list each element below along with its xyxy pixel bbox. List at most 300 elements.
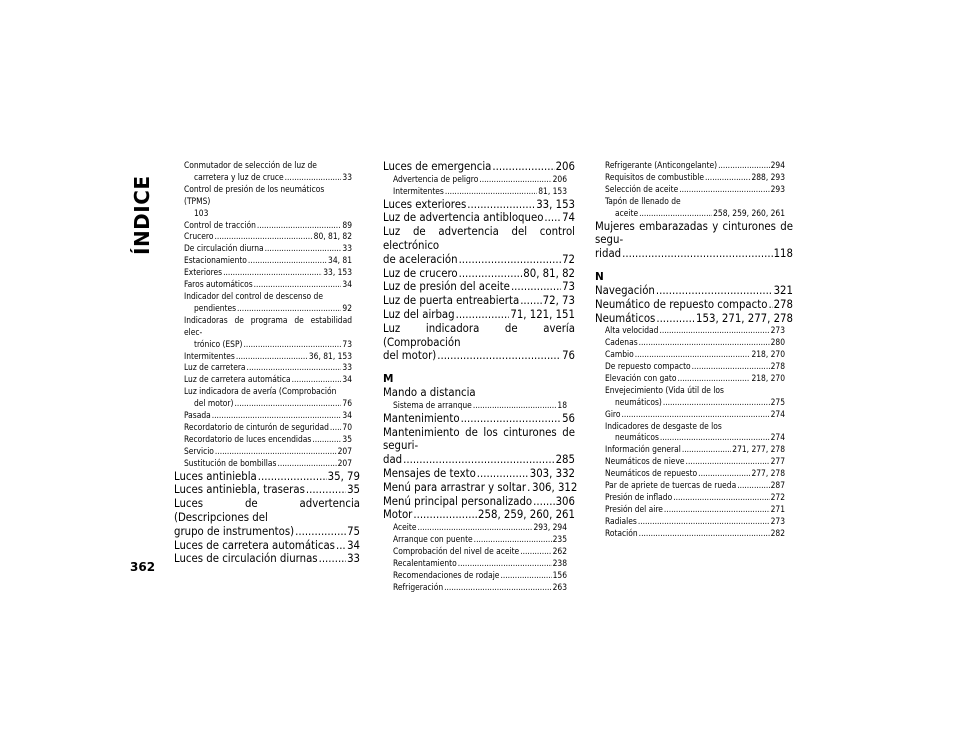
index-page-ref: 34, 81 — [328, 255, 352, 266]
index-term: Luz de carretera automática — [184, 374, 291, 385]
index-leader-dots — [212, 410, 342, 422]
index-entry — [595, 409, 793, 421]
index-leader-dots — [285, 172, 342, 184]
index-leader-dots — [243, 339, 341, 351]
index-leader-dots — [330, 422, 342, 434]
index-term: Cambio — [605, 349, 634, 360]
index-entry — [383, 267, 575, 281]
index-page-ref: 70 — [342, 421, 352, 432]
index-page-ref: 34 — [347, 538, 360, 552]
index-entry — [383, 412, 575, 426]
index-leader-dots — [248, 255, 327, 267]
index-leader-dots — [660, 432, 770, 444]
index-leader-dots — [234, 398, 341, 410]
index-entry-line: Luz indicadora de avería (Comprobación — [184, 386, 337, 397]
index-entry — [174, 410, 360, 422]
index-leader-dots — [223, 267, 322, 279]
index-entry — [595, 172, 793, 184]
index-term: neumáticos — [615, 432, 659, 443]
index-term: Faros automáticos — [184, 279, 253, 290]
index-page-ref: 33 — [342, 171, 352, 182]
index-leader-dots — [639, 208, 712, 220]
index-entry — [174, 374, 360, 386]
index-entry — [595, 516, 793, 528]
index-page-ref: 294 — [770, 160, 785, 170]
index-leader-dots — [467, 198, 535, 212]
index-leader-dots — [237, 303, 341, 315]
index-leader-dots — [492, 160, 554, 174]
index-page-ref: 218, 270 — [751, 349, 785, 360]
index-leader-dots — [638, 516, 770, 528]
index-leader-dots — [663, 397, 770, 409]
index-page-ref: 89 — [342, 219, 352, 230]
index-leader-dots — [413, 508, 477, 522]
index-entry — [383, 495, 575, 509]
index-page-ref: 273 — [770, 325, 785, 336]
index-term: Luces antiniebla — [174, 469, 257, 483]
index-entry — [595, 373, 793, 385]
index-entry-line: Indicador del control de descenso de — [184, 290, 323, 301]
index-entry-line: Indicadores de desgaste de los — [605, 420, 722, 431]
index-entry — [174, 279, 360, 291]
index-leader-dots — [639, 337, 770, 349]
index-page-ref: 278 — [773, 297, 793, 311]
index-term: del motor) — [194, 398, 234, 409]
index-leader-dots — [444, 582, 552, 594]
index-page-ref: 74 — [562, 211, 575, 225]
index-term: aceite — [615, 207, 639, 218]
index-leader-dots — [656, 284, 773, 298]
index-page-ref: 306 — [555, 494, 575, 508]
index-term: Mensajes de texto — [383, 467, 476, 481]
index-entry — [383, 508, 575, 522]
index-leader-dots — [254, 279, 342, 291]
index-entry — [174, 220, 360, 232]
index-term: Presión del aire — [605, 503, 663, 514]
index-page-ref: 271 — [770, 503, 785, 514]
index-term: Advertencia de peligro — [393, 173, 479, 184]
index-leader-dots — [664, 504, 770, 516]
index-page-ref: 73 — [342, 338, 352, 349]
index-entry — [595, 208, 793, 220]
index-page-ref: 92 — [342, 302, 352, 313]
index-leader-dots — [718, 160, 770, 172]
index-leader-dots — [622, 247, 772, 261]
index-leader-dots — [417, 522, 532, 534]
index-entry — [383, 582, 575, 594]
index-term: Luz de carretera — [184, 362, 246, 373]
index-entry — [383, 534, 575, 546]
index-letter-heading: N — [595, 270, 604, 283]
index-entry — [595, 247, 793, 261]
index-leader-dots — [265, 243, 342, 255]
index-page-ref: 34 — [342, 374, 352, 385]
index-page-ref: 282 — [770, 527, 785, 538]
index-leader-dots — [705, 172, 750, 184]
index-page-ref: 238 — [552, 557, 567, 568]
index-page-ref: 278 — [770, 361, 785, 372]
index-entry — [595, 298, 793, 312]
index-entry — [595, 492, 793, 504]
index-term: Control de tracción — [184, 219, 256, 230]
index-leader-dots — [474, 534, 552, 546]
index-leader-dots — [292, 374, 342, 386]
index-entry: Mando a distancia — [383, 386, 476, 400]
index-entry — [383, 294, 575, 308]
index-term: Radiales — [605, 515, 637, 526]
index-page-ref: 36, 81, 153 — [308, 350, 352, 361]
index-term: Par de apriete de tuercas de rueda — [605, 480, 737, 491]
index-entry — [383, 480, 578, 495]
index-page-ref: 35, 79 — [327, 469, 360, 483]
index-entry — [383, 349, 575, 363]
index-page-ref: 207 — [337, 445, 352, 456]
index-entry — [174, 398, 360, 410]
index-entry-line: Envejecimiento (Vida útil de los — [605, 384, 724, 395]
index-entry — [595, 468, 793, 480]
index-leader-dots — [458, 558, 552, 570]
index-leader-dots — [686, 456, 770, 468]
index-page-ref: 103 — [194, 207, 209, 218]
index-page-ref: 272 — [770, 492, 785, 502]
index-entry — [595, 504, 793, 516]
index-entry — [595, 397, 793, 409]
index-term: Servicio — [184, 445, 214, 456]
index-leader-dots — [477, 467, 529, 481]
index-page-ref: 35 — [342, 433, 352, 444]
index-entry — [595, 325, 793, 337]
index-page-ref: 76 — [342, 398, 352, 409]
index-entry — [174, 184, 360, 220]
index-entry — [595, 361, 793, 373]
index-page-ref: 321 — [773, 283, 793, 297]
index-term: Exteriores — [184, 267, 223, 278]
index-page-ref: 72 — [562, 252, 575, 266]
index-entry-line: Mantenimiento de los cinturones de seguri- — [383, 425, 575, 453]
index-page-ref: 35 — [347, 483, 360, 497]
index-term: Estacionamiento — [184, 255, 247, 266]
index-entry — [595, 432, 793, 444]
index-leader-dots — [544, 211, 561, 225]
index-term: Sistema de arranque — [393, 399, 472, 410]
index-leader-dots — [236, 351, 308, 363]
index-page-ref: 33 — [342, 243, 352, 254]
index-leader-dots — [737, 480, 769, 492]
index-term: Intermitentes — [393, 185, 444, 196]
index-term: Requisitos de combustible — [605, 171, 705, 182]
index-term: Mantenimiento — [383, 411, 460, 425]
index-term: Intermitentes — [184, 350, 235, 361]
index-term: Motor — [383, 508, 413, 522]
index-page-ref: 18 — [557, 399, 567, 410]
index-page-ref: 80, 81, 82 — [313, 231, 352, 242]
section-title: ÍNDICE — [130, 175, 154, 255]
index-leader-dots — [656, 312, 695, 326]
index-entry-line: Tapón de llenado de — [605, 195, 681, 206]
index-term: Información general — [605, 444, 681, 455]
index-term: Recordatorio de luces encendidas — [184, 433, 312, 444]
index-term: Comprobación del nivel de aceite — [393, 546, 520, 557]
index-entry — [383, 253, 575, 267]
index-leader-dots — [306, 483, 346, 497]
index-entry — [595, 456, 793, 468]
index-term: Sustitución de bombillas — [184, 457, 277, 468]
index-entry — [174, 243, 360, 255]
index-leader-dots — [768, 298, 772, 312]
index-leader-dots — [456, 308, 510, 322]
index-leader-dots — [677, 373, 750, 385]
index-entry — [383, 546, 575, 558]
index-page-ref: 280 — [770, 337, 785, 348]
index-entry-line: Luz de advertencia del control electrónico — [383, 225, 575, 252]
index-entry — [174, 446, 360, 458]
index-term: Luces exteriores — [383, 197, 467, 211]
index-page-ref: 262 — [552, 546, 567, 557]
index-page-ref: 277 — [770, 456, 785, 467]
index-entry — [595, 444, 793, 456]
index-entry — [595, 528, 793, 540]
index-leader-dots — [500, 570, 551, 582]
index-page-ref: 263 — [552, 581, 567, 592]
index-entry — [383, 211, 575, 225]
index-term: Arranque con puente — [393, 534, 473, 545]
index-page-ref: 56 — [562, 411, 575, 425]
index-term: Selección de aceite — [605, 183, 679, 194]
index-term: Luces de circulación diurnas — [174, 552, 318, 566]
index-page-ref: 34 — [342, 410, 352, 421]
index-entry — [174, 172, 360, 184]
index-term: de aceleración — [383, 252, 458, 266]
index-leader-dots — [639, 528, 770, 540]
index-term: Luz de advertencia antibloqueo — [383, 211, 544, 225]
index-page-ref: 33, 153 — [323, 267, 352, 278]
index-term: Pasada — [184, 410, 211, 421]
index-page-ref: 76 — [562, 349, 575, 363]
index-leader-dots — [445, 186, 537, 198]
index-page-ref: 206 — [552, 173, 567, 184]
index-entry — [383, 400, 575, 412]
index-page-ref: 274 — [770, 432, 785, 443]
index-leader-dots — [679, 184, 769, 196]
index-leader-dots — [295, 525, 346, 539]
index-leader-dots — [277, 458, 336, 470]
index-term: De circulación diurna — [184, 243, 264, 254]
index-leader-dots — [403, 453, 554, 467]
index-term: Recordatorio de cinturón de seguridad — [184, 421, 329, 432]
index-term: ridad — [595, 247, 622, 261]
index-term: Luces de emergencia — [383, 160, 492, 173]
index-entry — [383, 467, 575, 481]
index-leader-dots — [520, 294, 541, 308]
index-leader-dots — [659, 325, 769, 337]
index-entry — [595, 284, 793, 298]
index-entry — [174, 539, 360, 553]
index-entry — [595, 184, 793, 196]
index-page-ref: 71, 121, 151 — [510, 307, 575, 321]
index-entry — [174, 303, 360, 315]
index-entry-line: Mujeres embarazadas y cinturones de segu- — [595, 219, 793, 247]
index-page-ref: 235 — [552, 534, 567, 545]
index-term: pendientes — [194, 302, 237, 313]
index-leader-dots — [437, 349, 561, 363]
index-entry — [383, 198, 575, 212]
index-term: Rotación — [605, 527, 638, 538]
index-page-ref: 80, 81, 82 — [523, 266, 575, 280]
index-entry-line: Luz indicadora de avería (Comprobación — [383, 321, 575, 349]
index-entry — [174, 339, 360, 351]
index-term: Menú principal personalizado — [383, 494, 533, 508]
index-page-ref: 75 — [347, 524, 360, 538]
index-term: Presión de inflado — [605, 492, 673, 502]
index-term: Elevación con gato — [605, 372, 677, 383]
index-term: trónico (ESP) — [194, 338, 243, 349]
index-term: Refrigerante (Anticongelante) — [605, 160, 718, 170]
index-leader-dots — [473, 400, 557, 412]
index-term: De repuesto compacto — [605, 361, 691, 372]
index-page-ref: 72, 73 — [542, 294, 575, 308]
index-term: dad — [383, 453, 403, 467]
index-leader-dots — [673, 492, 769, 504]
index-entry — [595, 160, 793, 172]
index-term: neumáticos) — [615, 396, 662, 407]
index-leader-dots — [312, 434, 341, 446]
index-term: Alta velocidad — [605, 325, 659, 336]
index-page-ref: 81, 153 — [538, 185, 567, 196]
index-page-ref: 287 — [770, 480, 785, 491]
index-term: del motor) — [383, 349, 437, 363]
index-leader-dots — [247, 362, 342, 374]
index-term: Luces antiniebla, traseras — [174, 483, 305, 497]
index-term: Neumáticos — [595, 311, 656, 325]
index-page-ref: 118 — [773, 247, 793, 261]
index-entry — [595, 312, 793, 326]
index-page-ref: 258, 259, 260, 261 — [478, 508, 575, 522]
index-page-ref: 33 — [347, 552, 360, 566]
index-leader-dots — [635, 349, 751, 361]
index-page-ref: 156 — [552, 569, 567, 580]
index-term: Giro — [605, 408, 621, 419]
index-page-ref: 293 — [770, 183, 785, 194]
index-entry — [383, 174, 575, 186]
page-number: 362 — [130, 560, 156, 574]
index-entry — [174, 470, 360, 484]
index-page-ref: 293, 294 — [533, 522, 567, 533]
index-entry — [174, 362, 360, 374]
index-entry — [383, 570, 575, 582]
index-entry — [174, 422, 360, 434]
index-leader-dots — [511, 280, 561, 294]
index-term: Navegación — [595, 283, 655, 297]
index-term: Luz de crucero — [383, 266, 458, 280]
index-page-ref: 303, 332 — [529, 467, 575, 481]
index-term: Aceite — [393, 522, 417, 533]
index-page-ref: 277, 278 — [751, 468, 785, 479]
index-column-2 — [383, 160, 578, 594]
index-letter-heading: M — [383, 373, 394, 386]
index-term: carretera y luz de cruce — [194, 171, 284, 182]
index-entry — [174, 525, 360, 539]
index-leader-dots — [461, 412, 561, 426]
index-entry-line: Indicadoras de programa de estabilidad elec- — [184, 314, 352, 337]
index-entry — [383, 186, 575, 198]
index-page-ref: 271, 277, 278 — [732, 444, 785, 455]
index-page-ref: 273 — [770, 515, 785, 526]
index-page-ref: 206 — [555, 160, 575, 173]
index-leader-dots — [215, 446, 337, 458]
index-entry — [383, 280, 575, 294]
index-page-ref: 33, 153 — [536, 197, 575, 211]
index-page-ref: 306, 312 — [532, 480, 578, 494]
index-page-ref: 153, 271, 277, 278 — [696, 311, 793, 325]
index-leader-dots — [459, 253, 562, 267]
index-leader-dots — [319, 552, 346, 566]
index-term: Luz del airbag — [383, 307, 455, 321]
index-column-1 — [174, 160, 360, 566]
index-entry — [383, 558, 575, 570]
index-entry — [383, 522, 575, 534]
index-leader-dots — [527, 481, 531, 495]
index-page-ref: 274 — [770, 408, 785, 419]
index-entry-line: Luces de advertencia (Descripciones del — [174, 497, 360, 524]
index-leader-dots — [258, 470, 327, 484]
index-entry — [383, 453, 575, 467]
index-entry — [595, 337, 793, 349]
index-entry — [383, 308, 575, 322]
index-leader-dots — [533, 495, 554, 509]
index-term: Refrigeración — [393, 581, 444, 592]
index-leader-dots — [459, 267, 523, 281]
index-term: Recalentamiento — [393, 557, 457, 568]
index-leader-dots — [698, 468, 750, 480]
index-leader-dots — [692, 361, 770, 373]
index-term: Control de presión de los neumáticos (TPMS) — [184, 183, 325, 206]
index-page-ref: 218, 270 — [751, 372, 785, 383]
index-term: Luz de puerta entreabierta — [383, 294, 520, 308]
index-entry — [174, 552, 360, 566]
index-term: Luz de presión del aceite — [383, 280, 510, 294]
index-entry — [174, 483, 360, 497]
index-leader-dots — [682, 444, 731, 456]
index-term: Menú para arrastrar y soltar — [383, 480, 527, 494]
index-page-ref: 207 — [337, 457, 352, 468]
index-page-ref: 73 — [562, 280, 575, 294]
index-column-3 — [595, 160, 793, 540]
index-term: Neumáticos de repuesto — [605, 468, 698, 479]
index-term: Neumáticos de nieve — [605, 456, 685, 467]
index-term: Neumático de repuesto compacto — [595, 297, 768, 311]
index-entry — [174, 458, 360, 470]
index-page-ref: 33 — [342, 362, 352, 373]
index-entry-line: Conmutador de selección de luz de — [184, 160, 317, 170]
index-page-ref: 288, 293 — [751, 171, 785, 182]
index-leader-dots — [257, 220, 342, 232]
index-entry — [174, 434, 360, 446]
index-page-ref: 285 — [555, 453, 575, 467]
index-leader-dots — [621, 409, 769, 421]
index-page-ref: 34 — [342, 279, 352, 290]
index-leader-dots — [214, 231, 312, 243]
index-term: grupo de instrumentos) — [174, 524, 295, 538]
index-page-ref: 258, 259, 260, 261 — [713, 207, 785, 218]
index-term: Luces de carretera automáticas — [174, 538, 335, 552]
index-entry — [174, 267, 360, 279]
index-entry — [595, 349, 793, 361]
index-leader-dots — [479, 174, 551, 186]
index-leader-dots — [520, 546, 551, 558]
index-page-ref: 275 — [770, 396, 785, 407]
index-term: Cadenas — [605, 337, 638, 348]
index-term: Recomendaciones de rodaje — [393, 569, 500, 580]
